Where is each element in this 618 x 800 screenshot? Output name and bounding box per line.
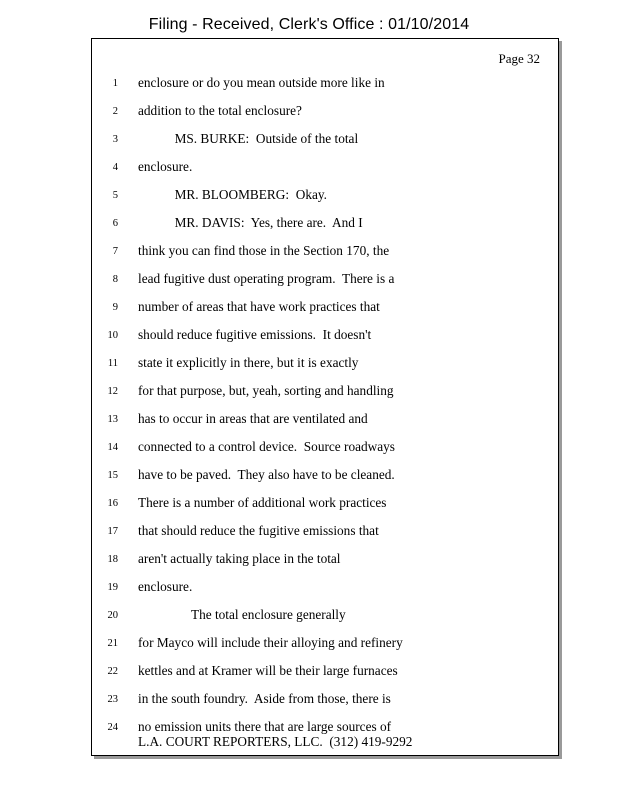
transcript-line: has to occur in areas that are ventilated and [138,411,368,426]
line-number: 14 [107,442,118,453]
line-number: 4 [112,162,118,173]
line-number: 2 [112,106,118,117]
transcript-line: MS. BURKE: Outside of the total [138,131,359,146]
line-number: 20 [107,610,118,621]
line-number: 11 [107,358,118,369]
transcript-line: lead fugitive dust operating program. There is a [138,271,395,286]
transcript-line: have to be paved. They also have to be cleaned. [138,467,395,482]
transcript-line: kettles and at Kramer will be their large furnaces [138,663,398,678]
transcript-line: addition to the total enclosure? [138,103,302,118]
line-number: 10 [107,330,118,341]
transcript-line: aren't actually taking place in the total [138,551,341,566]
line-number: 5 [112,190,118,201]
line-number: 13 [107,414,118,425]
line-number: 9 [112,302,118,313]
transcript-line: The total enclosure generally [138,607,346,622]
line-number: 18 [107,554,118,565]
transcript-line: think you can find those in the Section 170, the [138,243,390,258]
line-number: 1 [112,78,118,89]
transcript-line: in the south foundry. Aside from those, there is [138,691,391,706]
transcript-line: enclosure. [138,579,193,594]
transcript-line: that should reduce the fugitive emissions that [138,523,379,538]
line-number: 6 [112,218,118,229]
line-number: 22 [107,666,118,677]
transcript-line: MR. DAVIS: Yes, there are. And I [138,215,363,230]
line-number: 21 [107,638,118,649]
transcript-line: MR. BLOOMBERG: Okay. [138,187,327,202]
transcript-line: number of areas that have work practices that [138,299,380,314]
page-number: Page 32 [498,51,540,66]
line-number: 15 [107,470,118,481]
transcript-line: connected to a control device. Source roadways [138,439,395,454]
filing-header: Filing - Received, Clerk's Office : 01/10/2014 [148,16,470,33]
transcript-line: for Mayco will include their alloying and refinery [138,635,403,650]
line-number: 8 [112,274,118,285]
line-number: 3 [112,134,118,145]
transcript-line: state it explicitly in there, but it is exactly [138,355,359,370]
transcript-line: no emission units there that are large sources of [138,719,392,734]
line-number: 7 [112,246,118,257]
transcript-line: enclosure. [138,159,193,174]
line-number: 24 [107,722,118,733]
line-number: 16 [107,498,118,509]
transcript-line: enclosure or do you mean outside more like in [138,75,385,90]
line-number: 23 [107,694,118,705]
transcript-line: for that purpose, but, yeah, sorting and handling [138,383,394,398]
court-reporter-footer: L.A. COURT REPORTERS, LLC. (312) 419-9292 [138,734,413,749]
line-number: 17 [107,526,118,537]
transcript-line: There is a number of additional work practices [138,495,387,510]
transcript-page [91,38,559,756]
line-number: 12 [107,386,118,397]
transcript-line: should reduce fugitive emissions. It doesn't [138,327,372,342]
line-number: 19 [107,582,118,593]
